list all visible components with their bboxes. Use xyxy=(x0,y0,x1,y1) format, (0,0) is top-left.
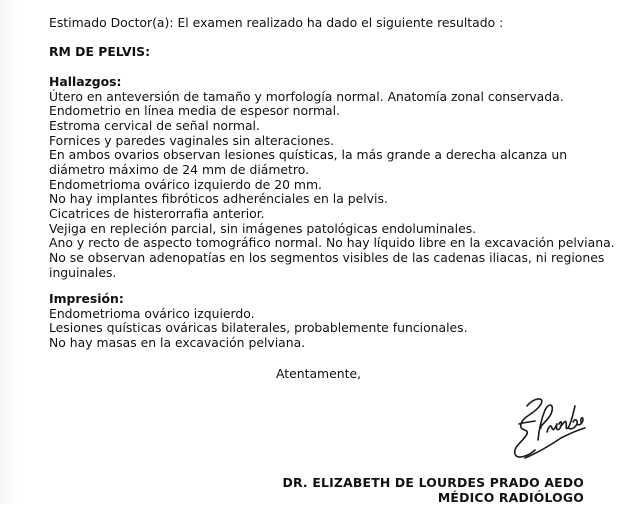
study-title: RM DE PELVIS: xyxy=(49,44,151,59)
finding-line: Endometrioma ovárico izquierdo de 20 mm. xyxy=(49,176,322,192)
finding-line: No hay implantes fibróticos adherénciales en la pelvis. xyxy=(49,191,388,207)
finding-line: Ano y recto de aspecto tomográfico normal. No hay líquido libre en la excavación pelviana. xyxy=(49,235,615,251)
finding-line: Fornices y paredes vaginales sin alteraciones. xyxy=(49,132,335,148)
closing-text: Atentamente, xyxy=(276,366,362,381)
page-edge-shadow xyxy=(0,0,18,504)
impression-line: No hay masas en la excavación pelviana. xyxy=(49,334,306,350)
finding-line: Cicatrices de histerorrafia anterior. xyxy=(49,206,265,221)
signer-name: DR. ELIZABETH DE LOURDES PRADO AEDO xyxy=(282,475,584,490)
findings-list xyxy=(49,90,615,281)
greeting-text: Estimado Doctor(a): El examen realizado ha dado el siguiente resultado : xyxy=(49,15,504,30)
impression-heading: Impresión: xyxy=(49,291,124,306)
finding-line: inguinales. xyxy=(49,264,117,280)
signer-title: MÉDICO RADIÓLOGO xyxy=(437,490,584,505)
findings-heading: Hallazgos: xyxy=(49,74,122,89)
handwritten-signature-icon xyxy=(505,394,590,462)
impression-line: Lesiones quísticas ováricas bilaterales, probablemente funcionales. xyxy=(49,320,468,336)
finding-line: diámetro máximo de 24 mm de diámetro. xyxy=(49,161,310,177)
finding-line: Vejiga en repleción parcial, sin imágenes patológicas endoluminales. xyxy=(49,220,477,236)
impression-list xyxy=(49,307,468,351)
finding-line: No se observan adenopatías en los segmentos visibles de las cadenas iliacas, ni regiones xyxy=(49,250,605,266)
finding-line: Estroma cervical de señal normal. xyxy=(49,117,260,133)
impression-line: Endometrioma ovárico izquierdo. xyxy=(49,305,255,321)
finding-line: En ambos ovarios observan lesiones quísticas, la más grande a derecha alcanza un xyxy=(49,147,568,163)
finding-line: Útero en anteversión de tamaño y morfología normal. Anatomía zonal conservada. xyxy=(49,88,564,104)
finding-line: Endometrio en línea media de espesor normal. xyxy=(49,103,340,119)
